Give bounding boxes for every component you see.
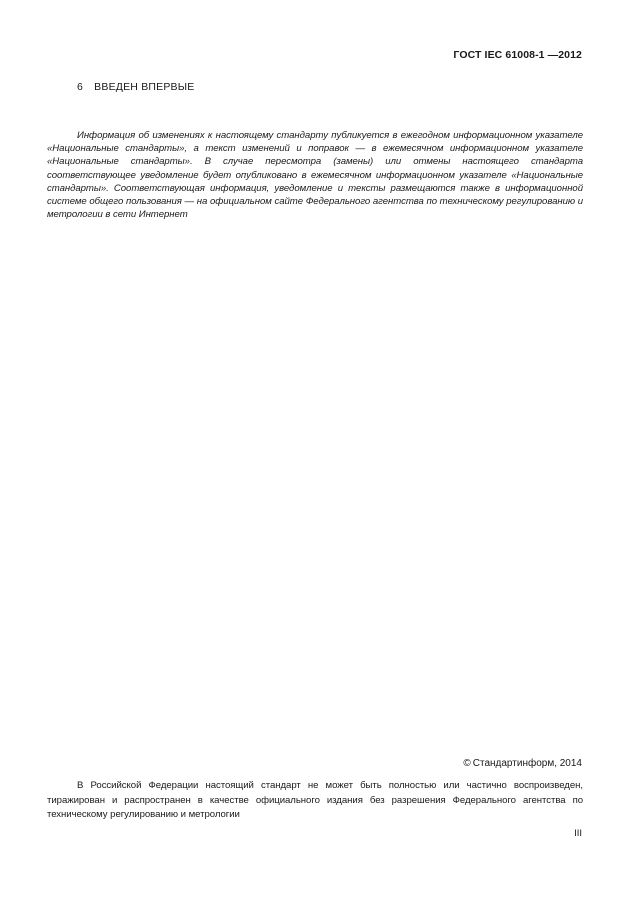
copyright-symbol: © [463,758,471,769]
copyright-holder: Стандартинформ, 2014 [472,758,582,769]
document-code-header: ГОСТ IEC 61008-1 —2012 [453,49,582,61]
page-number: III [574,828,582,839]
reproduction-notice-paragraph: В Российской Федерации настоящий стандарт не может быть полностью или частично воспроизведен, тиражирован и распространен в качестве официального издания без разрешения Федерального агентства по техническому регулированию и метрологии [47,780,583,821]
amendments-info-paragraph: Информация об изменениях к настоящему стандарту публикуется в ежегодном информационном указателе «Национальные стандарты», а текст изменений и поправок — в ежемесячном информационном указателе «Национальные стандарты». В случае пересмотра (замены) или отмены настоящего стандарта соответствующее уведомление будет опубликовано в ежемесячном информационном указателе «Национальные стандарты». Соответствующая информация, уведомление и тексты размещаются также в информационной системе общего пользования — на официальном сайте Федерального агентства по техническому регулированию и метрологии в сети Интернет [47,130,583,221]
section-text: ВВЕДЕН ВПЕРВЫЕ [94,81,195,93]
copyright-line [463,758,582,769]
section-number: 6 [77,81,84,93]
section-6 [77,81,194,93]
